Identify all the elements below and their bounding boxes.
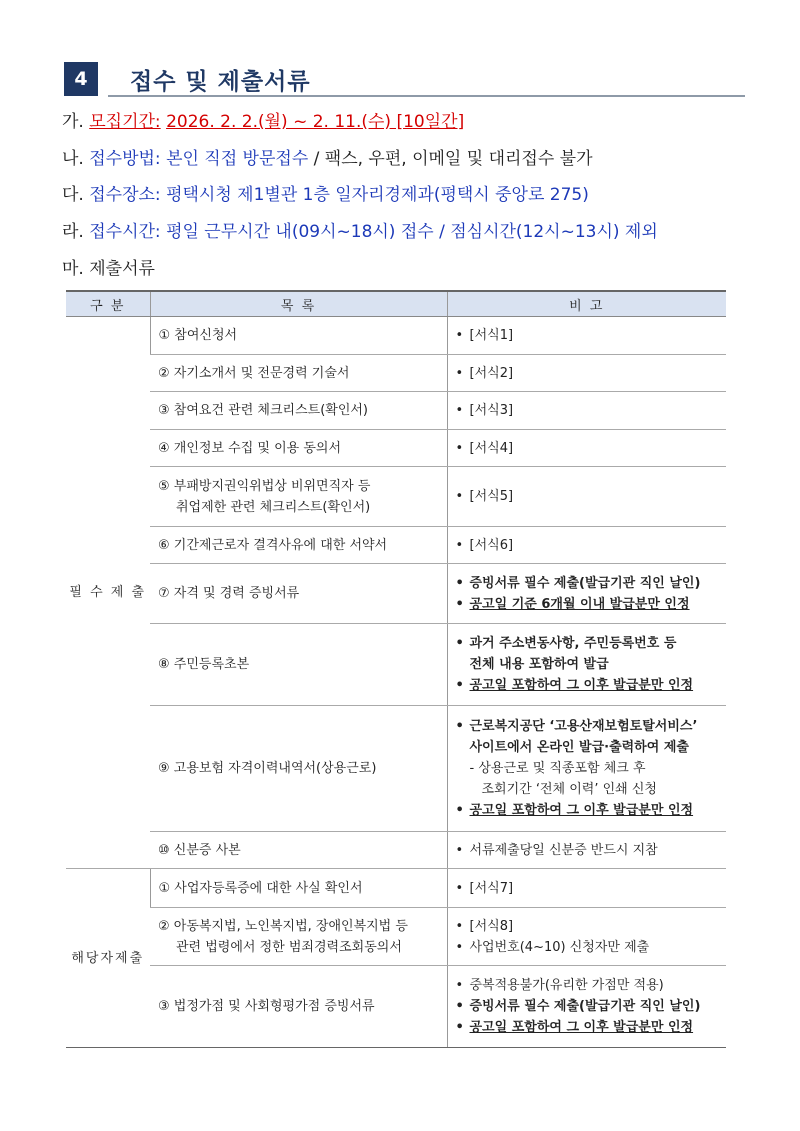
notes-cell <box>447 966 726 1048</box>
info-time <box>62 220 658 244</box>
note-continuation: 전체 내용 포함하여 발급 <box>469 657 609 672</box>
info-documents <box>62 257 155 281</box>
table-row <box>66 467 726 527</box>
item-line: ⑤ 부패방지권익위법상 비위면직자 등 <box>158 478 371 494</box>
table-row <box>66 527 726 564</box>
info-label: 접수장소: <box>89 185 161 205</box>
notes-cell <box>447 392 726 430</box>
header-items: 목 록 <box>150 291 447 317</box>
section-title: 접수 및 제출서류 <box>130 69 311 95</box>
item-cell: ② 자기소개서 및 전문경력 기술서 <box>150 355 447 392</box>
info-lead: 나. <box>62 149 84 169</box>
table-row <box>66 317 726 355</box>
section-header <box>64 62 745 98</box>
item-line: 취업제한 관련 체크리스트(확인서) <box>176 499 371 515</box>
section-number: 4 <box>64 62 98 96</box>
notes-cell <box>447 527 726 564</box>
notes-cell <box>447 832 726 869</box>
info-value-rest: / 팩스, 우편, 이메일 및 대리접수 불가 <box>308 149 593 169</box>
table-row <box>66 966 726 1048</box>
table-row <box>66 908 726 966</box>
table-row <box>66 430 726 467</box>
item-cell: ① 참여신청서 <box>150 317 447 355</box>
header-category: 구 분 <box>66 291 150 317</box>
note-continuation: 사이트에서 온라인 발급·출력하여 제출 <box>469 740 689 755</box>
note-bullet: • 공고일 포함하여 그 이후 발급분만 인정 <box>456 675 719 696</box>
note-bullet: • 공고일 기준 6개월 이내 발급분만 인정 <box>456 594 719 615</box>
info-value: 평택시청 제1별관 1층 일자리경제과(평택시 중앙로 275) <box>166 185 589 205</box>
note-sub-item: 조회기간 ‘전체 이력’ 인쇄 신청 <box>481 782 657 797</box>
note-bullet: • 공고일 포함하여 그 이후 발급분만 인정 <box>456 1017 719 1038</box>
info-label: 접수시간: <box>89 222 161 242</box>
note-bullet: • [서식3] <box>456 400 719 421</box>
section-divider <box>108 95 745 97</box>
info-value: 2026. 2. 2.(월) ~ 2. 11.(수) [10일간] <box>166 112 465 132</box>
item-cell <box>150 467 447 527</box>
info-value: 평일 근무시간 내(09시~18시) 접수 / 점심시간(12시~13시) 제외 <box>166 222 658 242</box>
table-row <box>66 624 726 706</box>
notes-cell <box>447 317 726 355</box>
note-bullet: • [서식4] <box>456 438 719 459</box>
note-bullet: • 증빙서류 필수 제출(발급기관 직인 날인) <box>456 996 719 1017</box>
item-cell: ③ 법정가점 및 사회형평가점 증빙서류 <box>150 966 447 1048</box>
note-bullet: • 중복적용불가(유리한 가점만 적용) <box>456 975 719 996</box>
category-required: 필 수 제 출 <box>66 317 150 869</box>
table-row <box>66 392 726 430</box>
note-bullet: • 근로복지공단 ‘고용산재보험토탈서비스’ <box>456 716 719 737</box>
item-cell: ⑩ 신분증 사본 <box>150 832 447 869</box>
info-lead: 가. <box>62 112 84 132</box>
table-row <box>66 564 726 624</box>
item-cell: ⑥ 기간제근로자 결격사유에 대한 서약서 <box>150 527 447 564</box>
notes-cell <box>447 355 726 392</box>
note-bullet: • [서식8] <box>456 916 719 937</box>
item-cell: ① 사업자등록증에 대한 사실 확인서 <box>150 869 447 908</box>
notes-cell <box>447 908 726 966</box>
notes-cell <box>447 430 726 467</box>
item-cell: ⑦ 자격 및 경력 증빙서류 <box>150 564 447 624</box>
notes-cell <box>447 624 726 706</box>
item-cell: ⑨ 고용보험 자격이력내역서(상용근로) <box>150 706 447 832</box>
documents-table <box>66 290 726 1048</box>
info-method <box>62 147 593 171</box>
table-row <box>66 832 726 869</box>
item-cell: ④ 개인정보 수집 및 이용 동의서 <box>150 430 447 467</box>
item-cell: ⑧ 주민등록초본 <box>150 624 447 706</box>
header-notes: 비 고 <box>447 291 726 317</box>
item-cell <box>150 908 447 966</box>
note-bullet: • 서류제출당일 신분증 반드시 지참 <box>456 840 719 861</box>
info-place <box>62 183 589 207</box>
table-row <box>66 355 726 392</box>
notes-cell <box>447 869 726 908</box>
note-sub-item: - 상용근로 및 직종포함 체크 후 <box>469 761 646 776</box>
info-lead: 라. <box>62 222 84 242</box>
note-bullet: • 사업번호(4~10) 신청자만 제출 <box>456 937 719 958</box>
info-lead: 다. <box>62 185 84 205</box>
table-row <box>66 706 726 832</box>
note-bullet: • [서식5] <box>456 486 719 507</box>
info-value: 본인 직접 방문접수 <box>166 149 309 169</box>
info-label: 접수방법: <box>89 149 161 169</box>
notes-cell <box>447 564 726 624</box>
notes-cell <box>447 467 726 527</box>
info-lead: 마. <box>62 259 84 279</box>
note-bullet: • 공고일 포함하여 그 이후 발급분만 인정 <box>456 800 719 821</box>
item-cell: ③ 참여요건 관련 체크리스트(확인서) <box>150 392 447 430</box>
table-row <box>66 869 726 908</box>
item-line: 관련 법령에서 정한 범죄경력조회동의서 <box>176 939 402 955</box>
item-line: ② 아동복지법, 노인복지법, 장애인복지법 등 <box>158 918 408 934</box>
note-bullet: • [서식2] <box>456 363 719 384</box>
info-label: 제출서류 <box>89 259 155 279</box>
note-bullet: • [서식1] <box>456 325 719 346</box>
category-applicable: 해당자제출 <box>66 869 150 1048</box>
info-label: 모집기간: <box>89 112 161 132</box>
note-bullet: • [서식7] <box>456 878 719 899</box>
note-bullet: • 증빙서류 필수 제출(발급기관 직인 날인) <box>456 573 719 594</box>
notes-cell <box>447 706 726 832</box>
table-header-row <box>66 291 726 317</box>
info-period <box>62 110 464 134</box>
note-bullet: • [서식6] <box>456 535 719 556</box>
note-bullet: • 과거 주소변동사항, 주민등록번호 등 <box>456 633 719 654</box>
